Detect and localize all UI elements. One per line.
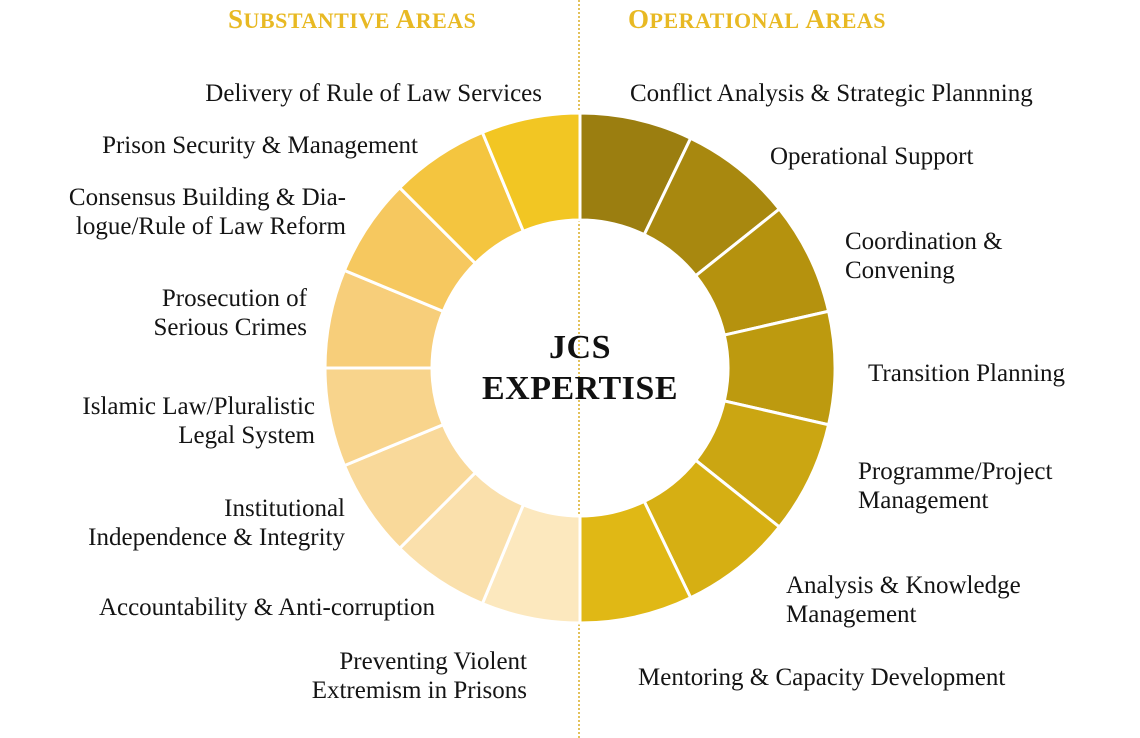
label-mentoring-and-capacity-development: Mentoring & Capacity Development [638,664,1006,691]
donut-chart [320,108,840,628]
donut-chart-svg [320,108,840,628]
label-coordination-and-convening-line-1: Coordination & [845,228,1003,255]
label-prison-security-and-management: Prison Security & Management [102,132,418,159]
label-programme-project-management-line-1: Programme/Project [858,458,1053,485]
center-line-2: EXPERTISE [481,370,679,407]
header-operational-areas-initial: A [805,4,826,34]
label-prosecution-of-serious-crimes-line-1: Prosecution of [161,285,307,312]
label-coordination-and-convening-line-2: Convening [845,257,955,284]
label-institutional-independence-line-1: Institutional [224,495,345,522]
label-analysis-and-knowledge-management-line-1: Analysis & Knowledge [786,572,1021,599]
label-institutional-independence-line-2: Independence & Integrity [88,524,345,551]
label-consensus-building-line-2: logue/Rule of Law Reform [75,213,346,240]
label-preventing-violent-extremism-line-2: Extremism in Prisons [311,677,527,704]
label-islamic-law-pluralistic-line-1: Islamic Law/Pluralistic [82,393,315,420]
header-operational-areas [628,4,886,35]
label-consensus-building-line-1: Consensus Building & Dia- [68,184,346,211]
label-programme-project-management-line-2: Management [858,487,989,514]
header-substantive-rest: UBSTANTIVE [243,8,390,33]
label-operational-support: Operational Support [770,143,974,170]
label-conflict-analysis-strategic-planning: Conflict Analysis & Strategic Plannning [630,80,1033,107]
label-accountability-and-anti-corruption: Accountability & Anti-corruption [98,594,435,621]
label-transition-planning: Transition Planning [868,360,1066,387]
label-delivery-of-rule-of-law-services: Delivery of Rule of Law Services [205,80,542,107]
center-line-1: JCS [549,328,611,366]
label-preventing-violent-extremism-line-1: Preventing Violent [339,648,527,675]
label-islamic-law-pluralistic-line-2: Legal System [178,422,315,449]
header-operational-initial: O [628,4,650,34]
header-substantive-areas-initial: A [395,4,416,34]
header-substantive-areas [228,4,476,35]
label-prosecution-of-serious-crimes-line-2: Serious Crimes [153,314,307,341]
header-substantive-initial: S [228,4,244,34]
header-substantive-areas-rest: REAS [415,8,477,33]
label-analysis-and-knowledge-management-line-2: Management [786,601,917,628]
header-operational-rest: PERATIONAL [649,8,800,33]
header-operational-areas-rest: REAS [825,8,887,33]
